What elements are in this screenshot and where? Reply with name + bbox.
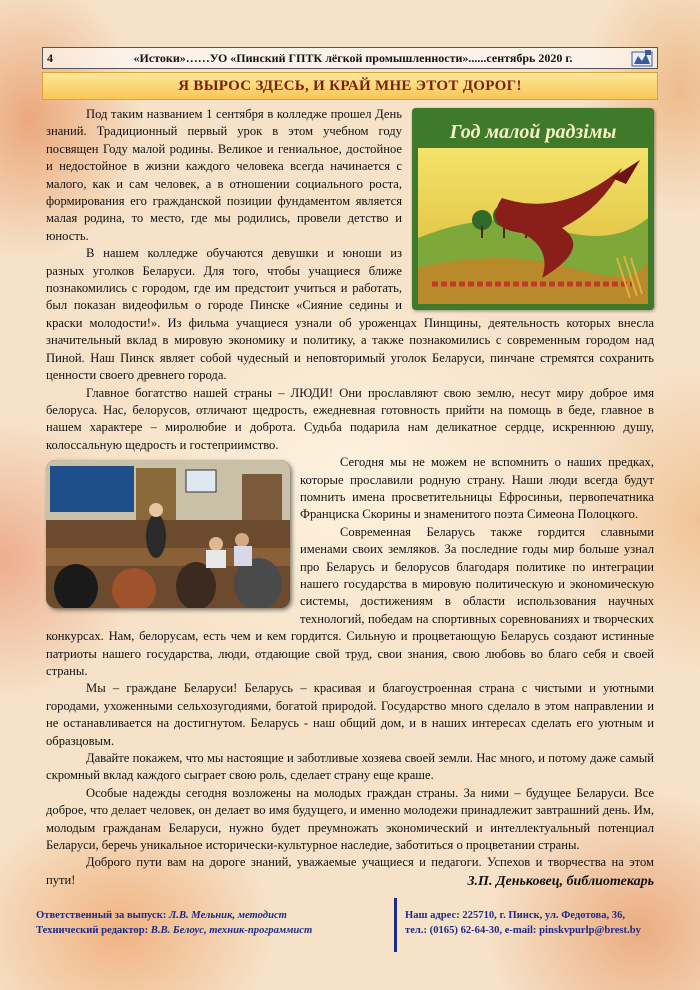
tech-editor-name: В.В. Белоус, техник-программист — [150, 925, 313, 936]
page-footer — [36, 898, 668, 952]
page-number: 4 — [47, 50, 53, 65]
address-line: Наш адрес: 225710, г. Пинск, ул. Федотова, 36, — [405, 910, 626, 921]
paragraph-3: Главное богатство нашей страны – ЛЮДИ! Они прославляют свою землю, несут миру доброе имя белоруса. Нас, белорусов, отличают щедрость, ежедневная готовность прийти на помощь в беде, главное в нашем характере – миролюбие и доброта. Судьба подарила нам деликатное сердце, искреннюю душу, колоссальную щедрость и гостеприимство. — [46, 385, 654, 452]
footer-contacts — [405, 898, 668, 952]
paragraph-2: В нашем колледже обучаются девушки и юноши из разных уголков Беларуси. Для того, чтобы учащиеся ближе познакомились с городом, где им предстоит учиться и работать, был показан видеофильм о городе Пинске «Сияние седины и краски молодости!». Из фильма учащиеся узнали об уроженцах Пинщины, деятельность которых внесла значительный вклад в мировую экономику и политику, а также познакомились с современным городом над Пиной. Наш Пинск являет собой чудесный и неповторимый уголок Беларуси, пинчане стремятся сохранить ценности своего древнего города. — [46, 246, 654, 383]
article-body — [46, 106, 654, 889]
article-title-banner — [42, 72, 658, 100]
contacts-line: тел.: (0165) 62-64-30, e-mail: pinskvpurlp@brest.by — [405, 925, 641, 936]
image-caption: Год малой радзімы — [449, 121, 617, 143]
newspaper-header-text: «Истоки»……УО «Пинский ГПТК лёгкой промышленности»......сентябрь 2020 г. — [133, 50, 573, 65]
college-logo-icon — [627, 49, 657, 67]
paragraph-5: Современная Беларусь также гордится славными именами своих земляков. За последние годы мир больше узнал про Беларусь и белорусов благодаря политике по интеграции нашего государства в мировую политическую и экономическую системы, достижениям в области использования научных технологий, победам на спортивных соревнованиях и творческих конкурсах. Нам, белорусам, есть чем и кем гордится. Сильную и процветающую Беларусь создают истинные патриоты нашего государства, люди, отдающие свой труд, свои знания, свою любовь во благо себя и своей страны. — [46, 524, 654, 678]
author-signature: З.П. Деньковец, библиотекарь — [467, 874, 654, 889]
editor-label: Ответственный за выпуск: — [36, 910, 167, 921]
paragraph-6: Мы – граждане Беларуси! Беларусь – красивая и благоустроенная страна с чистыми и уютными городами, ухоженными сельхозугодиями, богатой природой. Государство много сделало в этом направлении и не останавливается на достигнутом. Беларусь - наш общий дом, и в наших интересах сделать его уютным и образцовым. — [46, 681, 654, 748]
paragraph-7: Давайте покажем, что мы настоящие и заботливые хозяева своей земли. Нас много, и потому даже самый скромный вклад каждого сыграет свою роль, сделает страну еще краше. — [46, 751, 654, 783]
footer-divider — [394, 898, 397, 952]
tech-editor-line — [36, 923, 386, 938]
tech-editor-label: Технический редактор: — [36, 925, 149, 936]
paragraph-1: Под таким названием 1 сентября в колледже прошел День знаний. Традиционный первый урок в этом учебном году посвящен Году малой родины. Великое и гениальное, достойное и недостойное в жизни каждого человека всегда начинается с малого, как и сам человек, а в отношении социального роста, формирования его гражданской позиции фундаментом является малая родина, то место, где мы родились, провели детство и юность. — [46, 107, 402, 243]
classroom-photo — [46, 460, 290, 608]
page-header — [42, 47, 658, 69]
paragraph-9: Доброго пути вам на дороге знаний, уважаемые учащиеся и педагоги. Успехов и творчества на этом пути! — [46, 855, 654, 887]
footer-credits — [36, 898, 386, 952]
year-of-small-motherland-image — [412, 108, 654, 310]
paragraph-8: Особые надежды сегодня возложены на молодых граждан страны. За ними – будущее Беларуси. Все доброе, что делает человек, он делает во имя будущего, и именно молодежи принадлежит завтрашний день. Им, молодым гражданам Беларуси, нужно будет преумножать экономический и интеллектуальный потенциал Беларуси, беречь уникальное исторически-культурное наследие, заботиться о процветании страны. — [46, 785, 654, 853]
paragraph-4: Сегодня мы не можем не вспомнить о наших предках, которые прославили родную страну. Наши люди всегда будут помнить имена просветительницы Ефросиньи, первопечатника Франциска Скорины и знаменитого поэта Симеона Полоцкого. — [300, 455, 654, 522]
editor-name: Л.В. Мельник, методист — [169, 910, 287, 921]
editor-line — [36, 908, 386, 923]
article-title: Я ВЫРОС ЗДЕСЬ, И КРАЙ МНЕ ЭТОТ ДОРОГ! — [178, 77, 522, 94]
